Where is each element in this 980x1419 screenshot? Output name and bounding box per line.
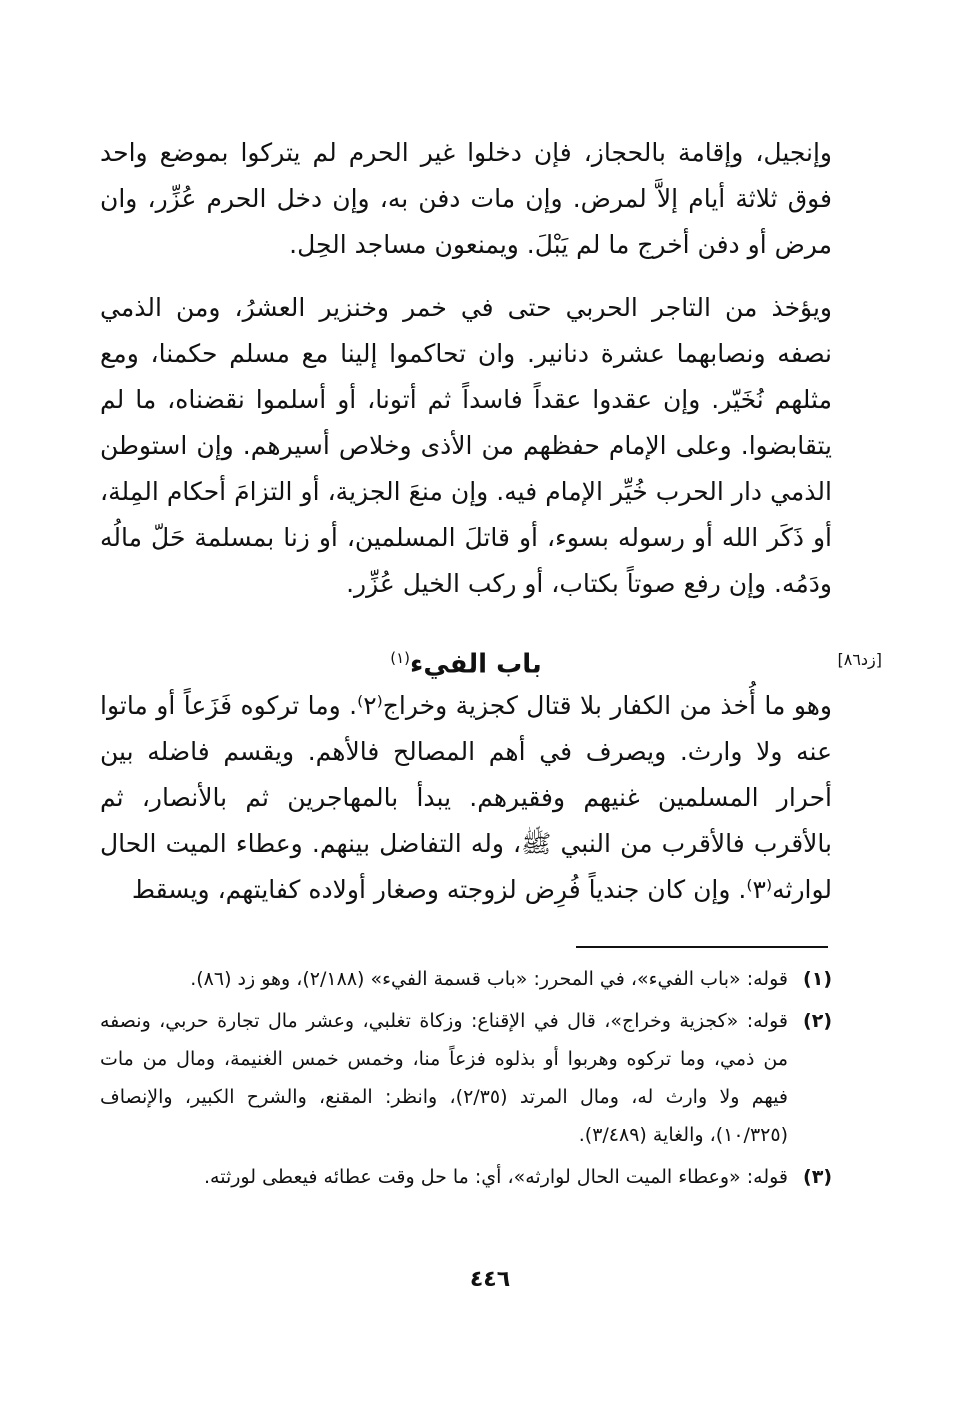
footnote-separator	[576, 946, 828, 948]
footnotes	[100, 960, 832, 1200]
paragraph-2: ويؤخذ من التاجر الحربي حتى في خمر وخنزير العشرُ، ومن الذمي نصفه ونصابهما عشرة دنانير. وان تحاكموا إلينا مع مسلم حكمنا، ومع مثلهم نُخَيّر. وإن عقدوا عقداً فاسداً ثم أتونا، أو أسلموا نقضناه، ما لم يتقابضوا. وعلى الإمام حفظهم من الأذى وخلاص أسيرهم. وإن استوطن الذمي دار الحرب خُيِّر الإمام فيه. وإن منعَ الجزية، أو التزامَ أحكام المِلة، أو ذَكَر الله أو رسوله بسوء، أو قاتلَ المسلمين، أو زنا بمسلمة حَلّ مالُه ودَمُه. وإن رفع صوتاً بكتاب، أو ركب الخيل عُزِّر.	[100, 293, 832, 598]
paragraph-3: وهو ما أُخذ من الكفار بلا قتال كجزية وخراج⁽٢⁾. وما تركوه فَزَعاً أو ماتوا عنه ولا وارث. ويصرف في أهم المصالح فالأهم. ويقسم فاضله بين أحرار المسلمين غنيهم وفقيرهم. يبدأ بالمهاجرين ثم بالأنصار، ثم بالأقرب فالأقرب من النبي ﷺ، وله التفاضل بينهم. وعطاء الميت الحال لوارثه⁽٣⁾. وإن كان جندياً فُرِض لزوجته وصغار أولاده كفايتهم، ويسقط	[100, 691, 832, 904]
paragraph-1: وإنجيل، وإقامة بالحجاز، فإن دخلوا غير الحرم لم يتركوا بموضع واحد فوق ثلاثة أيام إلاَّ لمرض. وإن مات دفن به، وإن دخل الحرم عُزِّر، وان مرض أو دفن أخرج ما لم يَبْلَ. ويمنعون مساجد الحِل.	[100, 138, 832, 259]
footnote-item	[100, 1002, 832, 1154]
heading-footnote-marker: (١)	[390, 649, 411, 667]
footnote-text: قوله: «وعطاء الميت الحال لوارثه»، أي: ما حل وقت عطائه فيعطى لورثته.	[204, 1166, 788, 1188]
footnote-text: قوله: «كجزية وخراج»، قال في الإقناع: وزكاة تغلبي، وعشر مال تجارة حربي، ونصفه من ذمي، وما تركوه وهربوا أو بذلوه فزعاً منا، وخمس خمس الغنيمة، ومال من مات فيهم ولا وارث له، ومال المرتد (٢/٣٥)، وانظر: المقنع، والشرح الكبير، والإنصاف (١٠/٣٢٥)، والغاية (٣/٤٨٩).	[100, 1010, 788, 1146]
footnote-number: (٢)	[803, 1010, 832, 1032]
section-heading	[100, 638, 832, 685]
page-number: ٤٤٦	[469, 1267, 511, 1292]
footnote-item	[100, 960, 832, 998]
footnote-item	[100, 1158, 832, 1196]
side-reference: [زد٨٦]	[837, 650, 882, 669]
footnote-text: قوله: «باب الفيء»، في المحرر: «باب قسمة الفيء» (٢/١٨٨)، وهو زد (٨٦).	[190, 968, 788, 990]
footnote-number: (١)	[803, 968, 832, 990]
footnote-number: (٣)	[803, 1166, 832, 1188]
section-heading-text: باب الفيء	[410, 649, 542, 680]
